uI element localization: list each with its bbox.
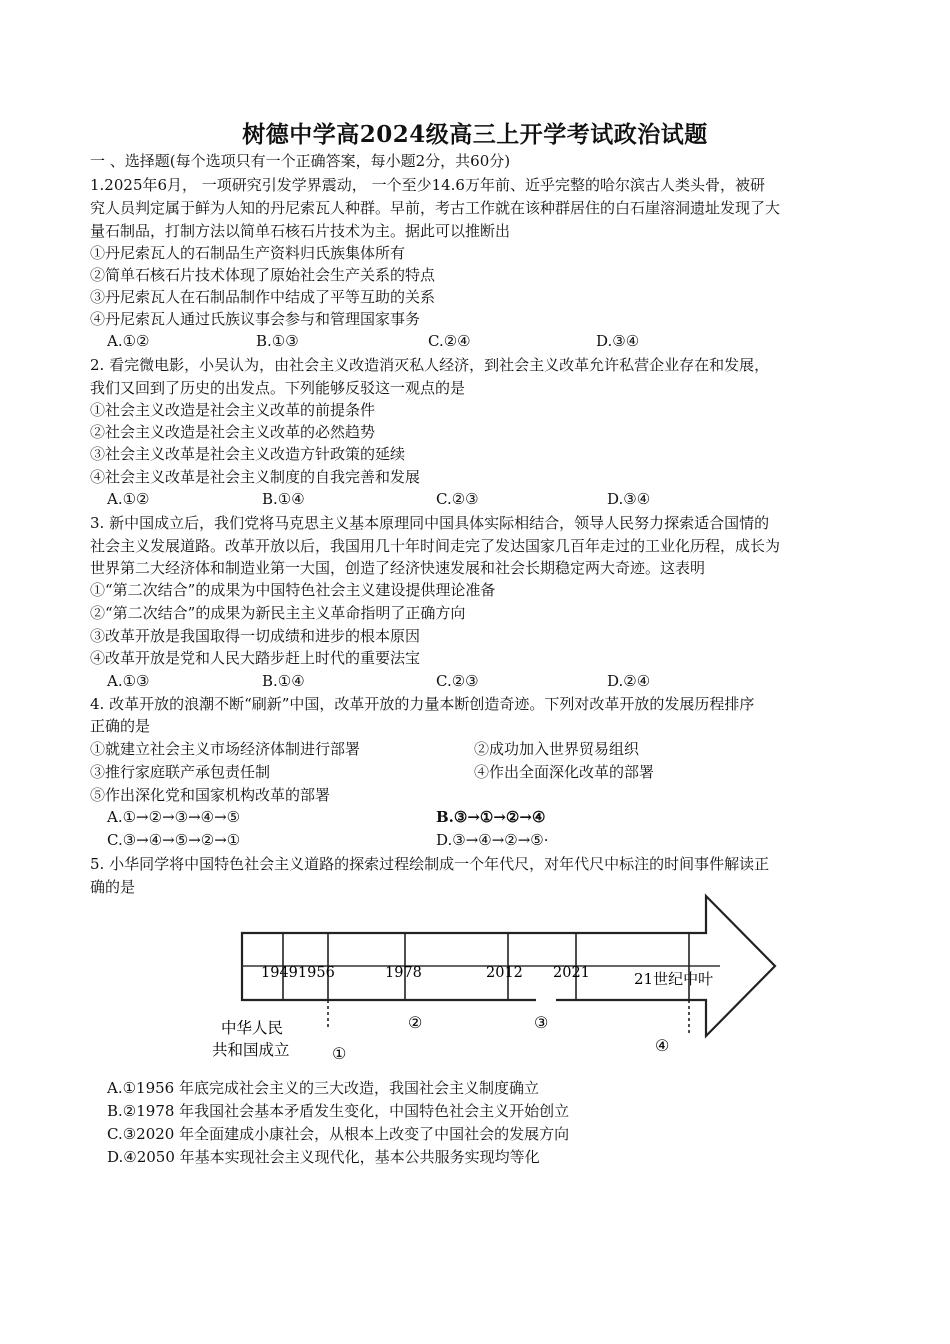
timeline-gap — [536, 996, 556, 1004]
q1-stem-line: 1.2025年6月， 一项研究引发学界震动， 一个至少14.6万年前、近乎完整的哈尔滨古人类头骨，被研 — [90, 176, 765, 194]
q1-option-b: B.①③ — [256, 332, 299, 350]
q1-item: ④丹尼索瓦人通过氏族议事会参与和管理国家事务 — [90, 310, 421, 328]
q2-item: ②社会主义改造是社会主义改革的必然趋势 — [90, 423, 376, 441]
q4-stem-line: 4. 改革开放的浪潮不断“刷新”中国，改革开放的力量本断创造奇迹。下列对改革开放的发展历程排序 — [90, 695, 755, 713]
q1-stem-line: 量石制品，打制方法以简单石核石片技术为主。据此可以推断出 — [90, 222, 511, 240]
q3-item: ③改革开放是我国取得一切成绩和进步的根本原因 — [90, 627, 421, 645]
timeline-year-1949-1956: 19491956 — [261, 965, 335, 981]
q2-option-b: B.①④ — [262, 490, 305, 508]
q1-option-c: C.②④ — [428, 332, 471, 350]
q4-option-c: C.③→④→⑤→②→① — [107, 831, 241, 849]
q4-item: ③推行家庭联产承包责任制 — [90, 763, 271, 781]
q3-option-b: B.①④ — [262, 672, 305, 690]
q2-item: ①社会主义改造是社会主义改革的前提条件 — [90, 401, 376, 419]
q3-stem-line: 世界第二大经济体和制造业第一大国，创造了经济快速发展和社会长期稳定两大奇迹。这表明 — [90, 559, 706, 577]
q3-item: ①“第二次结合”的成果为中国特色社会主义建设提供理论准备 — [90, 581, 496, 599]
q2-option-c: C.②③ — [436, 490, 479, 508]
q4-item: ④作出全面深化改革的部署 — [474, 763, 655, 781]
q5-stem-line: 5. 小华同学将中国特色社会主义道路的探索过程绘制成一个年代尺，对年代尺中标注的时间事件解读正 — [90, 855, 770, 873]
q5-option-c: C.③2020 年全面建成小康社会，从根本上改变了中国社会的发展方向 — [107, 1125, 570, 1143]
section-heading: 一 、选择题(每个选项只有一个正确答案，每小题2分，共60分) — [90, 152, 511, 170]
q4-item: ②成功加入世界贸易组织 — [474, 740, 640, 758]
q1-option-d: D.③④ — [596, 332, 640, 350]
q4-item: ①就建立社会主义市场经济体制进行部署 — [90, 740, 361, 758]
q1-stem-line: 究人员判定属于鲜为人知的丹尼索瓦人种群。早前，考古工作就在该种群居住的白石崖溶洞遗址发现了大 — [90, 199, 781, 217]
timeline-marker-3: ③ — [534, 1013, 549, 1032]
q4-option-b: B.③→①→②→④ — [436, 808, 546, 826]
q1-item: ②简单石核石片技术体现了原始社会生产关系的特点 — [90, 266, 436, 284]
q1-item: ③丹尼索瓦人在石制品制作中结成了平等互助的关系 — [90, 288, 436, 306]
q3-option-a: A.①③ — [107, 672, 150, 690]
timeline-marker-4: ④ — [655, 1036, 670, 1055]
q3-option-d: D.②④ — [607, 672, 651, 690]
q3-stem-line: 3. 新中国成立后，我们党将马克思主义基本原理同中国具体实际相结合，领导人民努力探索适合国情的 — [90, 514, 770, 532]
q5-stem-line: 确的是 — [90, 878, 136, 896]
timeline-year-mid-century: 21世纪中叶 — [634, 970, 714, 988]
q5-option-d: D.④2050 年基本实现社会主义现代化，基本公共服务实现均等化 — [107, 1148, 540, 1166]
q5-option-b: B.②1978 年我国社会基本矛盾发生变化，中国特色社会主义开始创立 — [107, 1102, 570, 1120]
q1-option-a: A.①② — [107, 332, 150, 350]
q2-item: ③社会主义改革是社会主义改造方针政策的延续 — [90, 445, 406, 463]
page-title: 树德中学高2024级高三上开学考试政治试题 — [242, 121, 708, 148]
q4-option-d: D.③→④→②→⑤· — [436, 831, 549, 849]
founding-label-line2: 共和国成立 — [212, 1041, 290, 1059]
q3-stem-line: 社会主义发展道路。改革开放以后，我国用几十年时间走完了发达国家几百年走过的工业化历程，成长为 — [90, 537, 781, 555]
founding-label-line1: 中华人民 — [221, 1019, 284, 1037]
q1-item: ①丹尼索瓦人的石制品生产资料归氏族集体所有 — [90, 244, 406, 262]
q3-option-c: C.②③ — [436, 672, 479, 690]
q2-option-d: D.③④ — [607, 490, 651, 508]
q3-item: ②“第二次结合”的成果为新民主主义革命指明了正确方向 — [90, 604, 466, 622]
q2-stem-line: 2. 看完微电影，小吴认为，由社会主义改造消灭私人经济，到社会主义改革允许私营企业存在和发展， — [90, 356, 770, 374]
timeline-marker-2: ② — [408, 1013, 423, 1032]
q2-stem-line: 我们又回到了历史的出发点。下列能够反驳这一观点的是 — [90, 379, 466, 397]
q2-option-a: A.①② — [107, 490, 150, 508]
timeline-year-1978: 1978 — [385, 965, 422, 981]
q4-stem-line: 正确的是 — [90, 717, 151, 735]
q4-item: ⑤作出深化党和国家机构改革的部署 — [90, 786, 331, 804]
q4-option-a: A.①→②→③→④→⑤ — [107, 808, 241, 826]
timeline-year-2012: 2012 — [486, 965, 523, 981]
timeline-marker-1: ① — [332, 1044, 347, 1063]
q3-item: ④改革开放是党和人民大踏步赶上时代的重要法宝 — [90, 649, 421, 667]
q5-option-a: A.①1956 年底完成社会主义的三大改造，我国社会主义制度确立 — [107, 1079, 539, 1097]
q2-item: ④社会主义改革是社会主义制度的自我完善和发展 — [90, 468, 421, 486]
timeline-year-2021: 2021 — [553, 965, 590, 981]
